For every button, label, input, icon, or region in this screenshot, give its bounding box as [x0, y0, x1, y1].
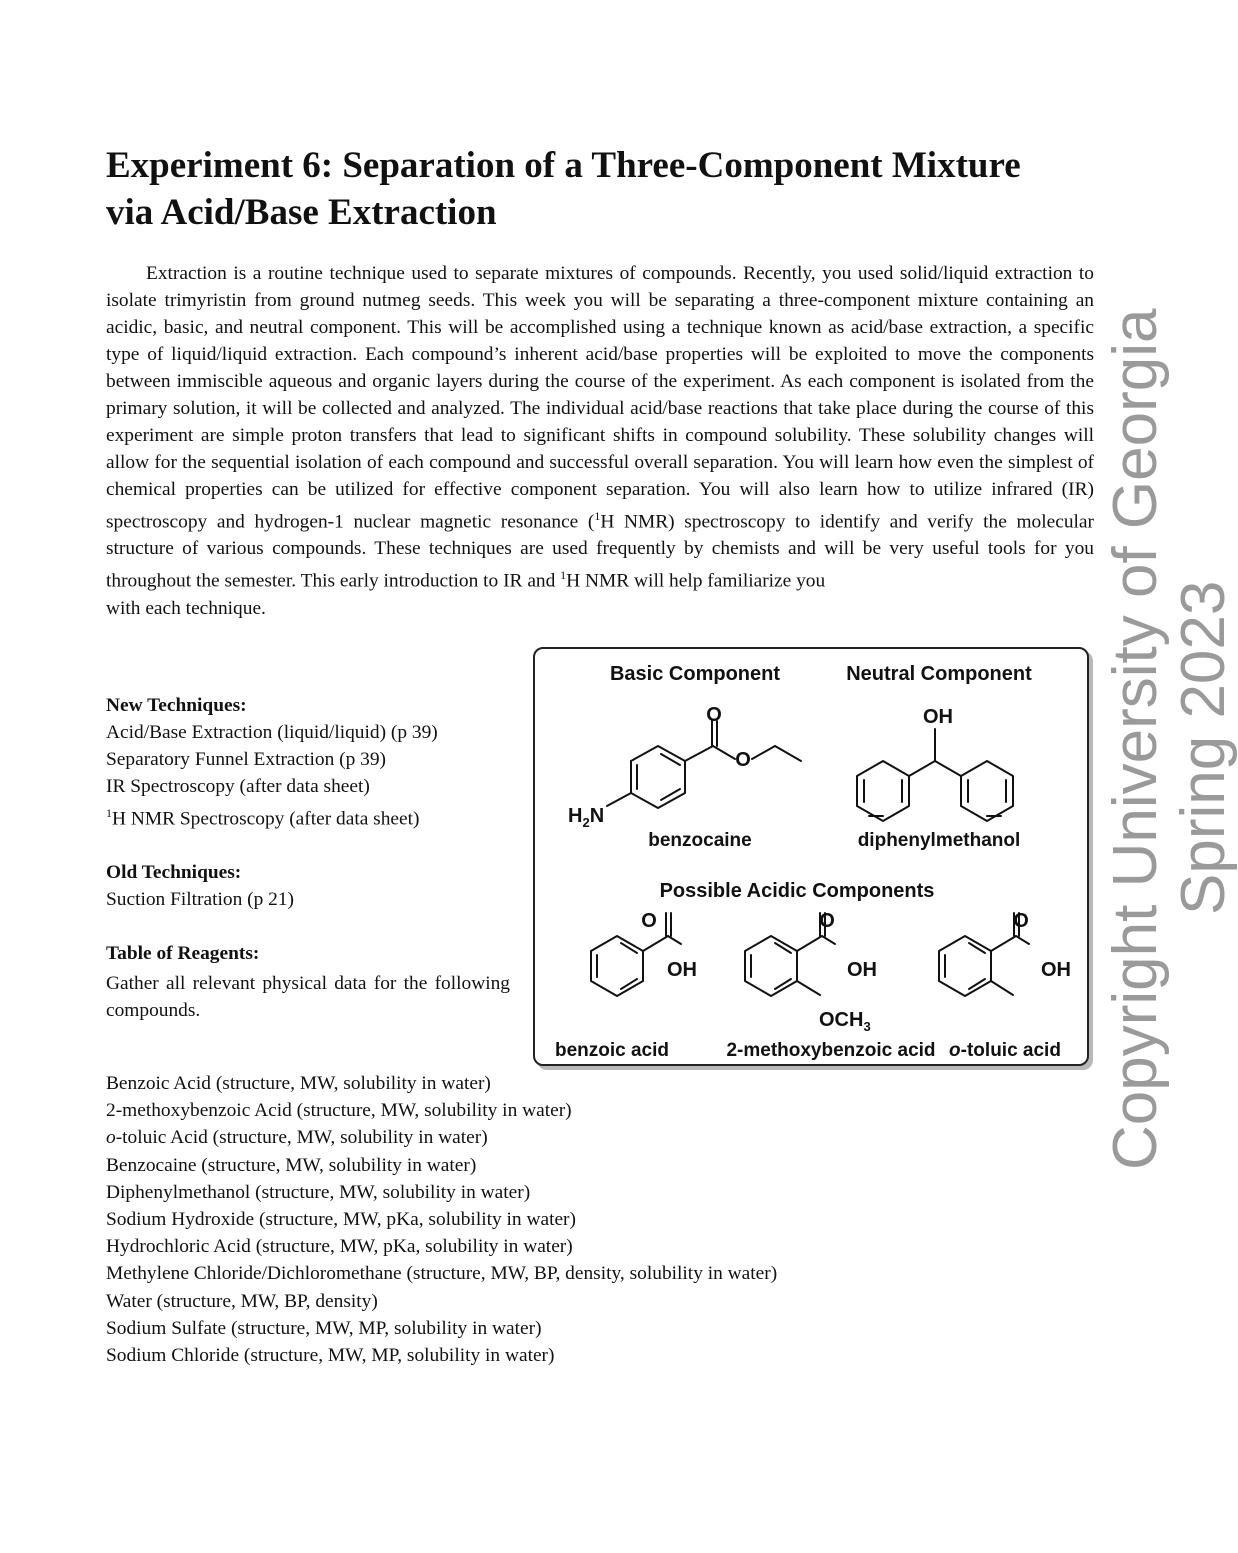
intro-last-line: with each technique. [106, 597, 266, 619]
methoxybenzoic-acid-och3: $OCH_3$ [819, 1009, 871, 1034]
toluic-acid-label: o-toluic acid [949, 1040, 1061, 1061]
basic-component-heading: Basic Component [609, 663, 781, 685]
intro-text-1: Extraction is a routine technique used to separate mixtures of compounds. Recently, you used solid/liquid extraction to isolate trimyristin from ground nutmeg seeds. This week you will be separating a three-component mixture containing an acidic, basic, and neutral component. This will be accomplished using a technique known as acid/base extraction, a specific type of liquid/liquid extraction. Each compound’s inherent acid/base properties will be exploited to move the components between immiscible aqueous and organic layers during the course of the experiment. As each component is isolated from the primary solution, it will be collected and analyzed. The individual acid/base reactions that take place during the course of this experiment are simple proton transfers that lead to significant shifts in compound solubility. These solubility changes will allow for the sequential isolation of each compound and successful overall separation. You will learn how even the simplest of chemical properties can be utilized for effective component separation. You will also learn how to utilize infrared (IR) spectroscopy and hydrogen-1 nuclear magnetic resonance ( [106, 263, 1094, 533]
title-line-2: via Acid/Base Extraction [106, 192, 497, 233]
reagent-item: Benzoic Acid (structure, MW, solubility in water) [106, 1073, 491, 1094]
benzoic-acid-label: benzoic acid [554, 1040, 670, 1061]
chemical-structures-figure [533, 647, 1089, 1066]
diphenylmethanol-label: diphenylmethanol [857, 830, 1021, 851]
neutral-component-heading: Neutral Component [846, 663, 1032, 685]
methoxybenzoic-acid-oh: OH [847, 959, 877, 981]
new-technique-item: Acid/Base Extraction (liquid/liquid) (p 39) [106, 722, 438, 743]
copyright-watermark [1101, 308, 1238, 1170]
benzocaine-carbonyl-o: O [706, 704, 722, 726]
benzoic-acid-o: O [641, 910, 657, 932]
new-technique-item: IR Spectroscopy (after data sheet) [106, 776, 370, 797]
watermark-line-1: Copyright University of Georgia [1101, 308, 1170, 1170]
reagent-item: Hydrochloric Acid (structure, MW, pKa, solubility in water) [106, 1236, 573, 1258]
toluic-acid-oh: OH [1041, 959, 1071, 981]
benzocaine-ester-o: O [735, 749, 751, 771]
reagent-item: Benzocaine (structure, MW, solubility in water) [106, 1154, 477, 1176]
methoxybenzoic-acid-o: O [819, 910, 835, 932]
acidic-components-heading: Possible Acidic Components [659, 880, 935, 902]
diphenylmethanol-structure [857, 729, 1013, 821]
benzoic-acid-structure [591, 913, 681, 996]
nmr-text: H NMR Spectroscopy (after data sheet) [112, 808, 420, 830]
watermark-line-2: Spring 2023 [1169, 580, 1238, 915]
toluic-acid-o: O [1013, 910, 1029, 932]
benzocaine-amine: $H_2N$ [568, 805, 605, 830]
techniques-column [106, 692, 510, 1024]
new-techniques-heading: New Techniques: [106, 695, 247, 716]
benzocaine-structure [607, 721, 801, 808]
intro-sup-1: 1 [594, 509, 601, 523]
old-technique-item: Suction Filtration (p 21) [106, 889, 294, 911]
intro-sup-2: 1 [560, 568, 567, 583]
benzoic-acid-oh: OH [667, 959, 697, 981]
reagent-item: Sodium Chloride (structure, MW, MP, solubility in water) [106, 1345, 555, 1367]
reagent-item: Sodium Sulfate (structure, MW, MP, solubility in water) [106, 1317, 542, 1339]
reagents-description: Gather all relevant physical data for the following compounds. [106, 973, 510, 1022]
reagents-list [106, 1070, 1006, 1369]
structures-svg [535, 649, 1087, 1064]
new-technique-item-nmr [106, 800, 510, 832]
reagents-table-heading: Table of Reagents: [106, 943, 260, 965]
intro-text-3: H NMR will help familiarize you [566, 570, 826, 592]
title-line-1: Experiment 6: Separation of a Three-Component Mixture [106, 145, 1021, 186]
old-techniques-heading: Old Techniques: [106, 862, 242, 884]
reagent-item: Diphenylmethanol (structure, MW, solubility in water) [106, 1181, 531, 1203]
benzocaine-label: benzocaine [648, 830, 752, 851]
reagent-item: Water (structure, MW, BP, density) [106, 1290, 378, 1312]
diphenylmethanol-oh: OH [923, 706, 953, 728]
reagent-item: o-toluic Acid (structure, MW, solubility in water) [106, 1127, 488, 1149]
intro-text-2: H NMR) spectroscopy to identify and verify the molecular structure of various compounds. These techniques are used frequently by chemists and will be very useful tools for you throughout the semester. This early introduction to IR and [106, 511, 1094, 592]
methoxybenzoic-acid-label: 2-methoxybenzoic acid [726, 1040, 936, 1061]
new-technique-item: Separatory Funnel Extraction (p 39) [106, 749, 387, 770]
nmr-sup: 1 [106, 806, 112, 820]
intro-paragraph [106, 260, 1094, 622]
reagent-item: Sodium Hydroxide (structure, MW, pKa, solubility in water) [106, 1209, 576, 1231]
page-title [106, 142, 1106, 236]
reagent-item: Methylene Chloride/Dichloromethane (structure, MW, BP, density, solubility in water) [106, 1263, 778, 1285]
reagent-item: 2-methoxybenzoic Acid (structure, MW, solubility in water) [106, 1100, 572, 1122]
